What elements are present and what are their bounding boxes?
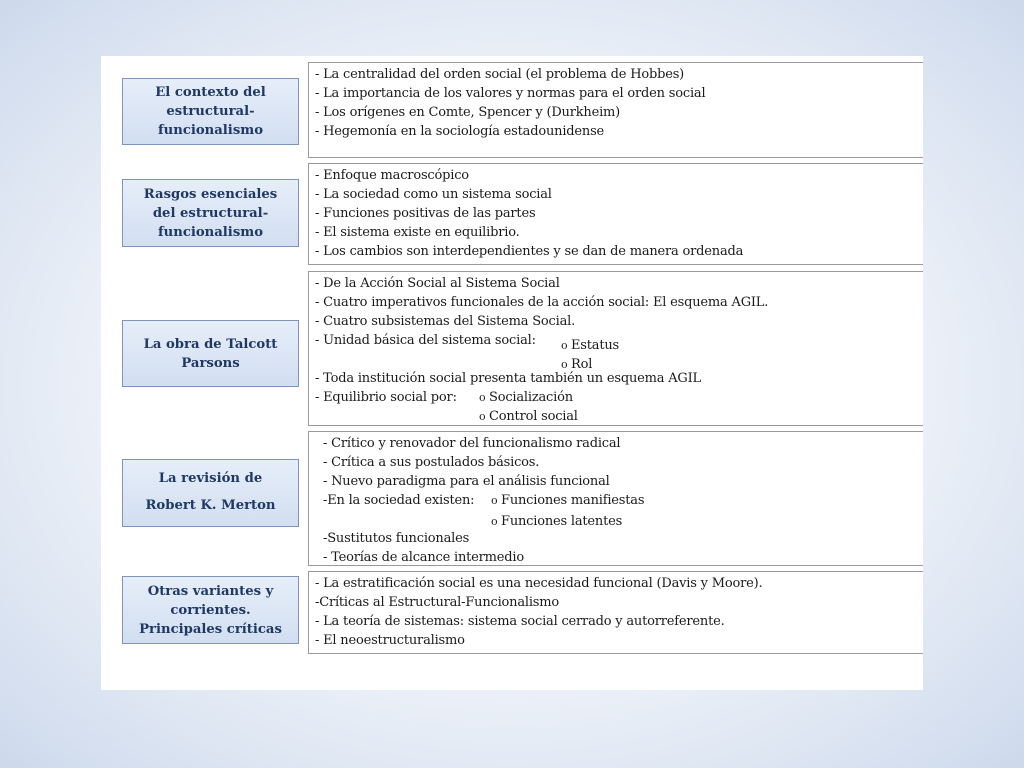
- sub-item-text: Funciones manifiestas: [501, 493, 645, 508]
- circle-bullet-icon: o: [561, 339, 568, 352]
- list-item: -Críticas al Estructural-Funcionalismo: [315, 595, 560, 610]
- section-content-merton: [308, 431, 923, 566]
- section-content-otras: [308, 571, 923, 654]
- list-item: - Crítica a sus postulados básicos.: [323, 455, 540, 470]
- section-content-rasgos: [308, 163, 923, 265]
- slide-canvas: [101, 56, 923, 690]
- circle-bullet-icon: o: [561, 358, 568, 371]
- label-line: La obra de Talcott: [143, 336, 278, 352]
- list-item-text: - Unidad básica del sistema social:: [315, 333, 536, 348]
- list-item: - Toda institución social presenta también un esquema AGIL: [315, 371, 701, 386]
- list-item: - Enfoque macroscópico: [315, 168, 469, 183]
- list-item-text: - Equilibrio social por:: [315, 390, 457, 405]
- list-item: - La sociedad como un sistema social: [315, 187, 552, 202]
- circle-bullet-icon: o: [491, 515, 498, 528]
- circle-bullet-icon: o: [479, 391, 486, 404]
- label-line: funcionalismo: [157, 224, 263, 240]
- list-item: [315, 407, 923, 426]
- sub-item-text: Socialización: [489, 390, 573, 405]
- list-item: [315, 331, 923, 353]
- label-line: Principales críticas: [139, 621, 282, 637]
- list-item: - Cuatro subsistemas del Sistema Social.: [315, 314, 576, 329]
- circle-bullet-icon: o: [479, 410, 486, 423]
- label-line: del estructural-: [152, 205, 269, 221]
- list-item: [323, 491, 923, 510]
- sub-item-text: Funciones latentes: [501, 514, 623, 529]
- label-line: estructural-: [166, 104, 255, 119]
- section-label-parsons: [122, 320, 299, 387]
- label-line: Robert K. Merton: [145, 498, 276, 513]
- sub-item-text: Rol: [571, 357, 593, 372]
- list-item: - La teoría de sistemas: sistema social cerrado y autorreferente.: [315, 614, 725, 629]
- list-item: - Teorías de alcance intermedio: [323, 550, 524, 565]
- section-label-contexto: [122, 78, 299, 145]
- section-label-merton: [122, 459, 299, 527]
- list-item: - El sistema existe en equilibrio.: [315, 225, 520, 240]
- section-content-parsons: [308, 271, 923, 426]
- sub-list-item: [491, 512, 622, 531]
- sub-list-item: [491, 491, 644, 510]
- label-line: La revisión de: [158, 471, 263, 486]
- list-item: - Cuatro imperativos funcionales de la acción social: El esquema AGIL.: [315, 295, 769, 310]
- label-line: Rasgos esenciales: [143, 186, 278, 202]
- label-line: funcionalismo: [157, 123, 263, 138]
- section-label-otras: [122, 576, 299, 644]
- label-line: corrientes.: [170, 602, 251, 618]
- list-item: - Funciones positivas de las partes: [315, 206, 536, 221]
- list-item: [315, 388, 923, 407]
- section-label-rasgos: [122, 179, 299, 247]
- sub-item-text: Estatus: [571, 338, 620, 353]
- label-line: Otras variantes y: [147, 583, 274, 599]
- list-item: - Los orígenes en Comte, Spencer y (Durkheim): [315, 105, 621, 120]
- list-item: -Sustitutos funcionales: [323, 531, 470, 546]
- section-content-contexto: [308, 62, 923, 158]
- sub-list-item: [479, 388, 573, 407]
- list-item: - Crítico y renovador del funcionalismo radical: [323, 436, 621, 451]
- label-line: El contexto del: [155, 85, 266, 100]
- circle-bullet-icon: o: [491, 494, 498, 507]
- list-item: [323, 510, 923, 529]
- list-item: [315, 350, 923, 372]
- list-item: - La centralidad del orden social (el problema de Hobbes): [315, 67, 685, 82]
- list-item: - El neoestructuralismo: [315, 633, 465, 648]
- list-item: - De la Acción Social al Sistema Social: [315, 276, 560, 291]
- list-item: - La importancia de los valores y normas para el orden social: [315, 86, 706, 101]
- list-item-text: -En la sociedad existen:: [323, 493, 475, 508]
- list-item: - Nuevo paradigma para el análisis funcional: [323, 474, 610, 489]
- sub-item-text: Control social: [489, 409, 578, 424]
- label-line: Parsons: [181, 355, 240, 371]
- list-item: - Los cambios son interdependientes y se dan de manera ordenada: [315, 244, 744, 259]
- list-item: - Hegemonía en la sociología estadounidense: [315, 124, 605, 139]
- list-item: - La estratificación social es una necesidad funcional (Davis y Moore).: [315, 576, 763, 591]
- sub-list-item: [561, 355, 592, 374]
- sub-list-item: [479, 407, 578, 426]
